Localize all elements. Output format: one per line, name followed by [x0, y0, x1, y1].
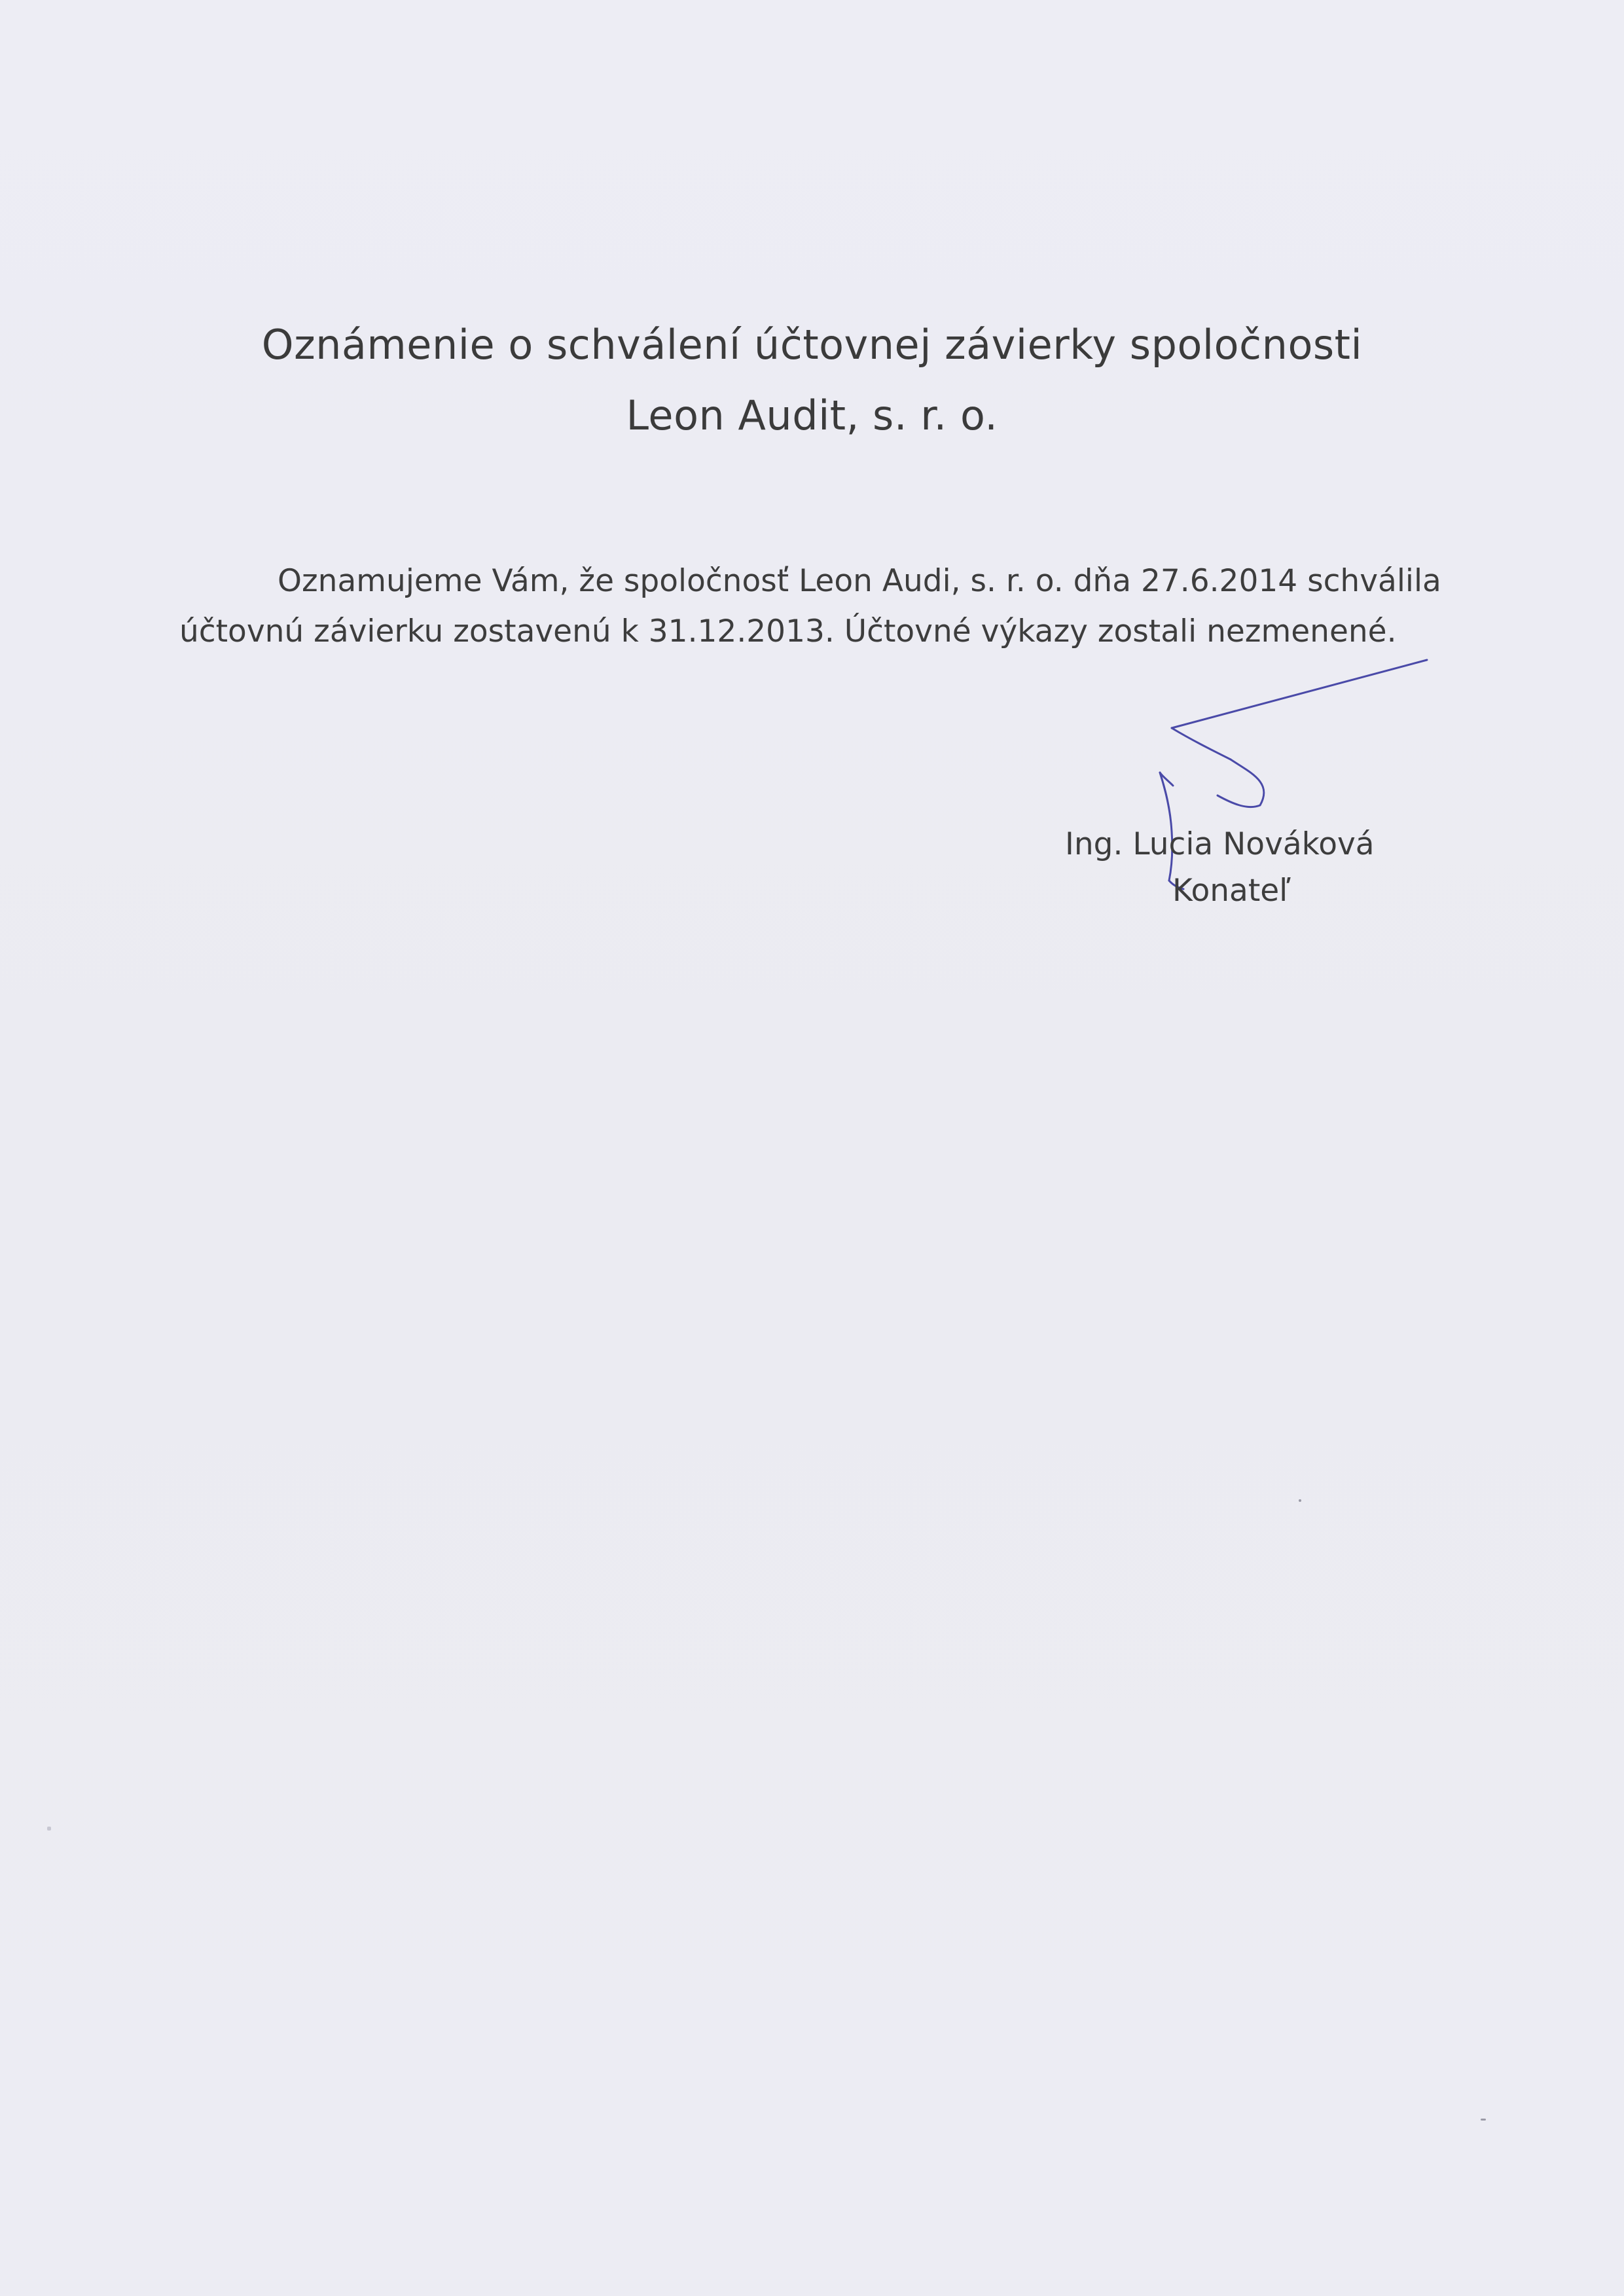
- document-title-line-1: Oznámenie o schválení účtovnej závierky spoločnosti: [261, 321, 1363, 369]
- scan-speck: [47, 1827, 51, 1831]
- scan-speck: [1299, 1499, 1301, 1502]
- body-text-line-2: účtovnú závierku zostavenú k 31.12.2013. Účtovné výkazy zostali nezmenené.: [179, 613, 1397, 649]
- document-title-line-2: Leon Audit, s. r. o.: [626, 392, 998, 439]
- handwritten-signature-icon: [1100, 648, 1466, 910]
- signer-name: Ing. Lucia Nováková: [1065, 826, 1375, 862]
- signer-role: Konateľ: [1172, 873, 1291, 909]
- body-text-line-1: Oznamujeme Vám, že spoločnosť Leon Audi, s. r. o. dňa 27.6.2014 schválila: [278, 563, 1441, 599]
- scan-speck: [1481, 2119, 1486, 2121]
